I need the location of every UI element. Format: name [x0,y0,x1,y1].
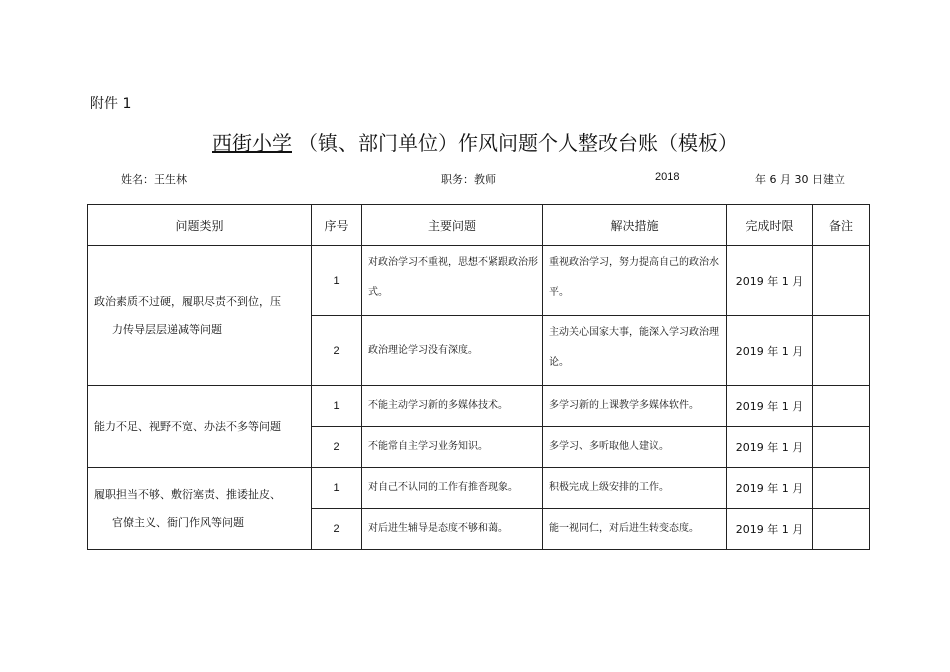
problem-cell: 政治理论学习没有深度。 [362,316,543,386]
deadline-cell: 2019 年 1 月 [727,246,813,316]
position-field: 职务：教师 [441,173,496,186]
note-cell [813,468,870,509]
header-number: 序号 [312,205,362,246]
note-cell [813,427,870,468]
problem-cell: 不能主动学习新的多媒体技术。 [362,386,543,427]
year-field: 2018 [655,171,680,183]
category-line: 履职担当不够、敷衍塞责、推诿扯皮、 [94,487,281,501]
deadline-cell: 2019 年 1 月 [727,468,813,509]
table-row [88,468,870,509]
header-note: 备注 [813,205,870,246]
problem-cell: 对政治学习不重视，思想不紧跟政治形式。 [362,246,543,316]
page-title [0,127,950,156]
row-number: 1 [312,386,362,427]
header-problem: 主要问题 [362,205,543,246]
measure-cell: 重视政治学习，努力提高自己的政治水平。 [543,246,727,316]
deadline-cell: 2019 年 1 月 [727,386,813,427]
problem-cell: 对后进生辅导是态度不够和蔼。 [362,509,543,550]
title-rest: （镇、部门单位）作风问题个人整改台账（模板） [298,131,738,155]
measure-cell: 多学习、多听取他人建议。 [543,427,727,468]
row-number: 1 [312,246,362,316]
measure-cell: 多学习新的上课教学多媒体软件。 [543,386,727,427]
measure-cell: 积极完成上级安排的工作。 [543,468,727,509]
note-cell [813,386,870,427]
table-row [88,246,870,316]
established-date: 年 6 月 30 日建立 [755,173,845,186]
category-line: 政治素质不过硬，履职尽责不到位，压 [94,294,281,308]
table-row [88,386,870,427]
deadline-cell: 2019 年 1 月 [727,427,813,468]
problem-cell: 不能常自主学习业务知识。 [362,427,543,468]
table-header-row [88,205,870,246]
deadline-cell: 2019 年 1 月 [727,316,813,386]
row-number: 1 [312,468,362,509]
note-cell [813,509,870,550]
category-line: 官僚主义、衙门作风等问题 [112,515,244,529]
note-cell [813,316,870,386]
row-number: 2 [312,509,362,550]
row-number: 2 [312,427,362,468]
note-cell [813,246,870,316]
school-name: 西街小学 [212,131,292,155]
measure-cell: 主动关心国家大事，能深入学习政治理论。 [543,316,727,386]
category-line: 能力不足、视野不宽、办法不多等问题 [94,419,281,433]
deadline-cell: 2019 年 1 月 [727,509,813,550]
header-deadline: 完成时限 [727,205,813,246]
header-category: 问题类别 [88,205,312,246]
category-line: 力传导层层递减等问题 [112,322,222,336]
problem-cell: 对自己不认同的工作有推沓现象。 [362,468,543,509]
name-field: 姓名：王生林 [121,173,187,186]
attachment-label: 附件 1 [90,96,132,112]
measure-cell: 能一视同仁，对后进生转变态度。 [543,509,727,550]
row-number: 2 [312,316,362,386]
category-cell [88,386,312,468]
rectification-table [87,204,870,550]
header-measure: 解决措施 [543,205,727,246]
category-cell [88,468,312,550]
category-cell [88,246,312,386]
